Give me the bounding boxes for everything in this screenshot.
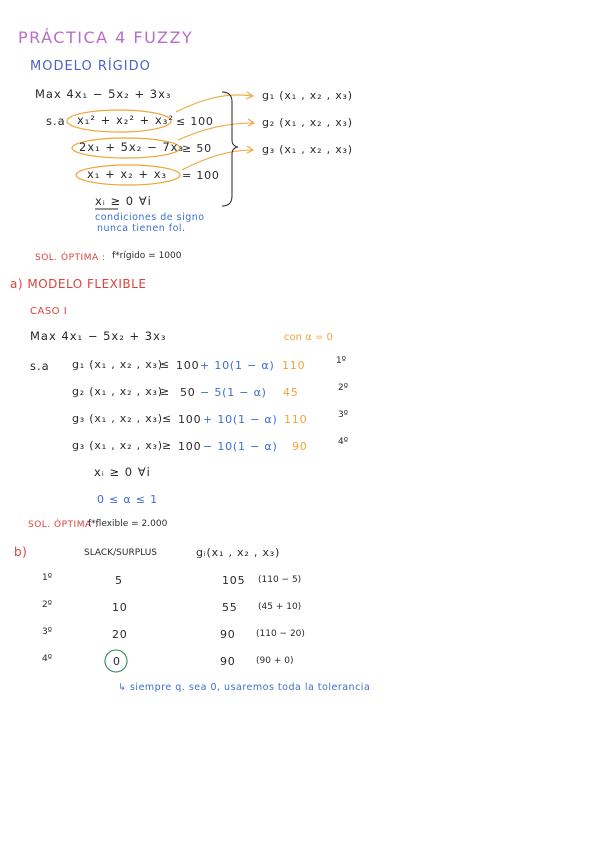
alpha-range: 0 ≤ α ≤ 1 bbox=[97, 493, 158, 506]
row-2-ord: 2º bbox=[42, 600, 52, 610]
flex-row-1-val: 110 bbox=[282, 359, 306, 372]
flexible-model-heading: a) MODELO FLEXIBLE bbox=[10, 277, 147, 291]
flex-st-label: s.a bbox=[30, 359, 50, 373]
alpha-note: con α = 0 bbox=[284, 332, 333, 343]
row-3-calc: (110 − 20) bbox=[256, 629, 305, 639]
flex-row-4-base: 100 bbox=[178, 440, 202, 453]
flex-row-1-base: 100 bbox=[176, 359, 200, 372]
rigid-constraint-1-rhs: ≤ 100 bbox=[176, 115, 214, 128]
g-column-header: gᵢ(x₁ , x₂ , x₃) bbox=[196, 546, 281, 559]
rigid-constraint-2: 2x₁ + 5x₂ − 7x₃ bbox=[79, 140, 185, 154]
flex-row-3-ord: 3º bbox=[338, 410, 348, 420]
flex-row-3-lhs: g₃ (x₁ , x₂ , x₃) bbox=[72, 412, 163, 425]
flex-row-1-ord: 1º bbox=[336, 356, 346, 366]
g1-label: g₁ (x₁ , x₂ , x₃) bbox=[262, 89, 353, 102]
arrow-g1 bbox=[176, 95, 252, 112]
flex-row-1-lhs: g₁ (x₁ , x₂ , x₃) bbox=[72, 358, 163, 371]
sign-note-line2: nunca tienen fol. bbox=[97, 223, 186, 234]
flex-row-4-ord: 4º bbox=[338, 437, 348, 447]
g3-label: g₃ (x₁ , x₂ , x₃) bbox=[262, 143, 353, 156]
row-4-ord: 4º bbox=[42, 654, 52, 664]
flex-row-2-op: ≥ bbox=[160, 385, 171, 398]
row-2-slack: 10 bbox=[112, 601, 128, 614]
flex-row-3-tol: + 10(1 − α) bbox=[203, 413, 278, 426]
case-label: CASO I bbox=[30, 306, 68, 317]
row-4-calc: (90 + 0) bbox=[256, 656, 294, 666]
row-1-g: 105 bbox=[222, 574, 246, 587]
flex-row-3-op: ≤ bbox=[162, 412, 173, 425]
flex-row-3-val: 110 bbox=[284, 413, 308, 426]
row-3-slack: 20 bbox=[112, 628, 128, 641]
row-3-ord: 3º bbox=[42, 627, 52, 637]
flex-row-2-base: 50 bbox=[180, 386, 196, 399]
flex-sol-label: SOL. ÓPTIMA : bbox=[28, 520, 99, 530]
flex-row-4-val: 90 bbox=[292, 440, 308, 453]
flex-row-2-ord: 2º bbox=[338, 383, 348, 393]
row-1-calc: (110 − 5) bbox=[258, 575, 302, 585]
row-4-slack: 0 bbox=[113, 655, 121, 668]
flex-row-2-tol: − 5(1 − α) bbox=[200, 386, 267, 399]
flex-row-2-val: 45 bbox=[283, 386, 299, 399]
rigid-sol-label: SOL. ÓPTIMA : bbox=[35, 253, 106, 263]
row-2-g: 55 bbox=[222, 601, 238, 614]
row-4-g: 90 bbox=[220, 655, 236, 668]
rigid-nonneg: xᵢ ≥ 0 ∀i bbox=[95, 194, 152, 208]
flex-row-4-lhs: g₃ (x₁ , x₂ , x₃) bbox=[72, 439, 163, 452]
part-b-label: b) bbox=[14, 545, 28, 559]
flex-nonneg: xᵢ ≥ 0 ∀i bbox=[94, 465, 151, 479]
row-1-slack: 5 bbox=[115, 574, 123, 587]
rigid-model-heading: MODELO RÍGIDO bbox=[30, 59, 151, 74]
rigid-st-label: s.a bbox=[46, 114, 66, 128]
flex-row-1-op: ≤ bbox=[160, 358, 171, 371]
slack-column-header: SLACK/SURPLUS bbox=[84, 548, 157, 558]
rigid-constraint-3-rhs: = 100 bbox=[182, 169, 220, 182]
rigid-constraint-1: x₁² + x₂² + x₃² bbox=[77, 113, 174, 127]
flex-row-2-lhs: g₂ (x₁ , x₂ , x₃) bbox=[72, 385, 163, 398]
rigid-constraint-2-rhs: ≥ 50 bbox=[182, 142, 212, 155]
flex-sol-value: f*flexible = 2.000 bbox=[88, 519, 168, 529]
rigid-constraint-3: x₁ + x₂ + x₃ bbox=[87, 167, 168, 181]
sign-note-line1: condiciones de signo bbox=[95, 212, 205, 223]
flex-row-4-op: ≥ bbox=[162, 439, 173, 452]
flex-objective: Max 4x₁ − 5x₂ + 3x₃ bbox=[30, 329, 167, 343]
row-1-ord: 1º bbox=[42, 573, 52, 583]
flex-row-1-tol: + 10(1 − α) bbox=[200, 359, 275, 372]
flex-row-4-tol: − 10(1 − α) bbox=[203, 440, 278, 453]
brace bbox=[222, 92, 238, 206]
tolerance-note: ↳ siempre q. sea 0, usaremos toda la tolerancia bbox=[118, 682, 371, 693]
row-2-calc: (45 + 10) bbox=[258, 602, 302, 612]
row-3-g: 90 bbox=[220, 628, 236, 641]
flex-row-3-base: 100 bbox=[178, 413, 202, 426]
rigid-objective: Max 4x₁ − 5x₂ + 3x₃ bbox=[35, 87, 172, 101]
g2-label: g₂ (x₁ , x₂ , x₃) bbox=[262, 116, 353, 129]
page-title: PRÁCTICA 4 FUZZY bbox=[18, 28, 194, 47]
rigid-sol-value: f*rígido = 1000 bbox=[112, 251, 182, 261]
